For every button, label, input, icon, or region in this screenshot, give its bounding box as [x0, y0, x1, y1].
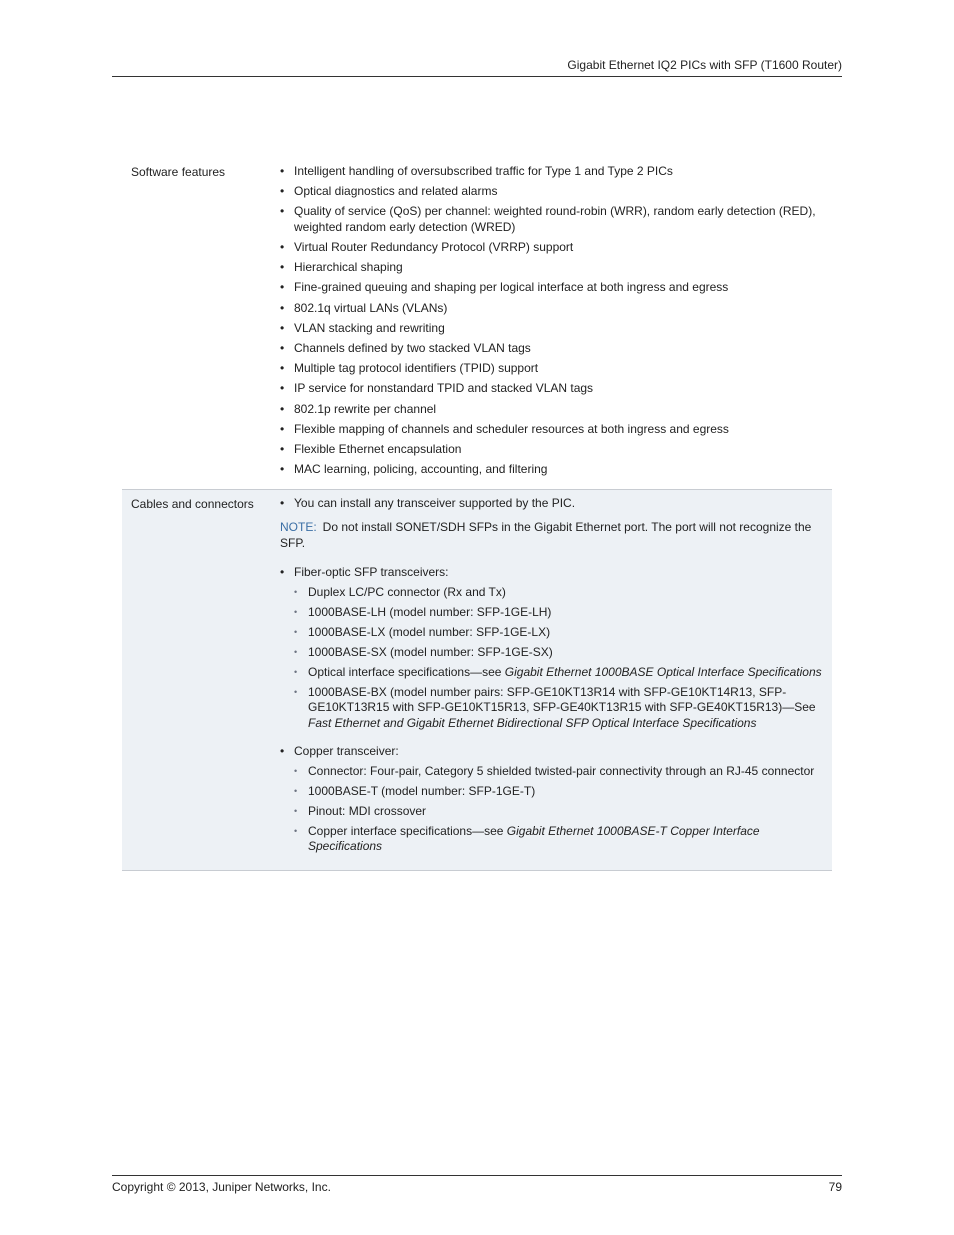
list-item: • You can install any transceiver supported by the PIC.	[280, 495, 576, 510]
list-item: • 1000BASE-BX (model number pairs: SFP-GE10KT13R14 with SFP-GE10KT14R13, SFP-GE10KT13R15 with SFP-GE10KT15R13, SFP-GE40KT13R15 with SFP-GE40KT15R13)—See Fast Ethernet and Gigabit Ethernet Bidirectional SFP Optical Interface Specifications	[294, 684, 816, 730]
list-item: • Copper interface specifications—see Gigabit Ethernet 1000BASE-T Copper Interface Specifications	[294, 823, 760, 854]
software-features-content	[271, 164, 832, 478]
list-item: • Hierarchical shaping	[280, 260, 403, 275]
cables-connectors-label: Cables and connectors	[131, 496, 254, 511]
note-text: Do not install SONET/SDH SFPs in the Gigabit Ethernet port. The port will not recognize the SFP.	[280, 520, 812, 550]
page-footer	[112, 1175, 842, 1194]
list-item: • Intelligent handling of oversubscribed traffic for Type 1 and Type 2 PICs	[280, 164, 673, 178]
cables-intro-list	[271, 496, 828, 512]
note-label: NOTE:	[280, 520, 317, 535]
list-item: • 1000BASE-LH (model number: SFP-1GE-LH)	[294, 604, 552, 619]
software-features-list	[271, 164, 828, 478]
fiber-transceivers-item: • Fiber-optic SFP transceivers: • Duplex LC/PC connector (Rx and Tx) • 1000BASE-LH (model number: SFP-1GE-LH) • 1000BASE-LX (model number: SFP-1GE-LX) • 1000BASE-SX (model number: SFP-1GE-SX) • Optical interface specifications—see Gigabit Ethernet 1000BASE Optical Interface Specifications • 1000BASE-BX (model number pairs: SFP-GE10KT13R14 with SFP-GE10KT14R13, SFP-GE10KT13R15 with SFP-GE10KT15R13, SFP-GE40KT13R15 with SFP-GE40KT15R13)—See Fast Ethernet and Gigabit Ethernet Bidirectional SFP Optical Interface Specifications	[271, 565, 828, 731]
bidirectional-spec-link[interactable]: Fast Ethernet and Gigabit Ethernet Bidirectional SFP Optical Interface Specifications	[308, 715, 757, 730]
header-title: Gigabit Ethernet IQ2 PICs with SFP (T1600 Router)	[567, 58, 842, 72]
list-item: • MAC learning, policing, accounting, and filtering	[280, 462, 548, 477]
list-item: • Connector: Four-pair, Category 5 shielded twisted-pair connectivity through an RJ-45 connector	[294, 763, 815, 778]
list-item: • Flexible mapping of channels and scheduler resources at both ingress and egress	[280, 421, 729, 436]
list-item: • 1000BASE-LX (model number: SFP-1GE-LX)	[294, 624, 551, 639]
software-features-label: Software features	[131, 165, 226, 179]
fiber-sublist	[294, 585, 828, 732]
list-item: • Flexible Ethernet encapsulation	[280, 441, 462, 456]
note-block	[271, 520, 828, 551]
list-item: • Multiple tag protocol identifiers (TPID) support	[280, 361, 539, 376]
optical-spec-link[interactable]: Gigabit Ethernet 1000BASE Optical Interface Specifications	[504, 664, 822, 679]
specifications-table	[122, 161, 832, 871]
list-item: • 802.1p rewrite per channel	[280, 401, 437, 416]
copper-spec-link[interactable]: Gigabit Ethernet 1000BASE-T Copper Interface Specifications	[308, 823, 760, 854]
list-item: • Duplex LC/PC connector (Rx and Tx)	[294, 584, 506, 599]
copyright-text: Copyright © 2013, Juniper Networks, Inc.	[112, 1180, 331, 1194]
list-item: • 1000BASE-T (model number: SFP-1GE-T)	[294, 783, 536, 798]
list-item: • Optical interface specifications—see Gigabit Ethernet 1000BASE Optical Interface Specifications	[294, 664, 822, 679]
list-item: • Pinout: MDI crossover	[294, 803, 427, 818]
copper-transceiver-item: • Copper transceiver: • Connector: Four-pair, Category 5 shielded twisted-pair connectivity through an RJ-45 connector • 1000BASE-T (model number: SFP-1GE-T) • Pinout: MDI crossover • Copper interface specifications—see Gigabit Ethernet 1000BASE-T Copper Interface Specifications	[271, 744, 828, 855]
page-number: 79	[828, 1180, 842, 1194]
page-header	[112, 57, 842, 77]
cables-connectors-row	[122, 490, 832, 871]
list-item: • Fine-grained queuing and shaping per logical interface at both ingress and egress	[280, 280, 729, 295]
cables-connectors-content	[271, 496, 832, 855]
list-item: • Quality of service (QoS) per channel: weighted round-robin (WRR), random early detection (RED), weighted random early detection (WRED)	[280, 204, 816, 234]
list-item: • 802.1q virtual LANs (VLANs)	[280, 300, 448, 315]
software-features-row	[122, 161, 832, 490]
list-item: • VLAN stacking and rewriting	[280, 320, 445, 335]
transceiver-list	[271, 565, 828, 855]
list-item: • IP service for nonstandard TPID and stacked VLAN tags	[280, 381, 594, 396]
list-item: • Channels defined by two stacked VLAN tags	[280, 341, 531, 355]
list-item: • Virtual Router Redundancy Protocol (VRRP) support	[280, 240, 574, 255]
copper-sublist	[294, 764, 828, 855]
list-item: • 1000BASE-SX (model number: SFP-1GE-SX)	[294, 644, 553, 659]
list-item: • Optical diagnostics and related alarms	[280, 184, 498, 199]
